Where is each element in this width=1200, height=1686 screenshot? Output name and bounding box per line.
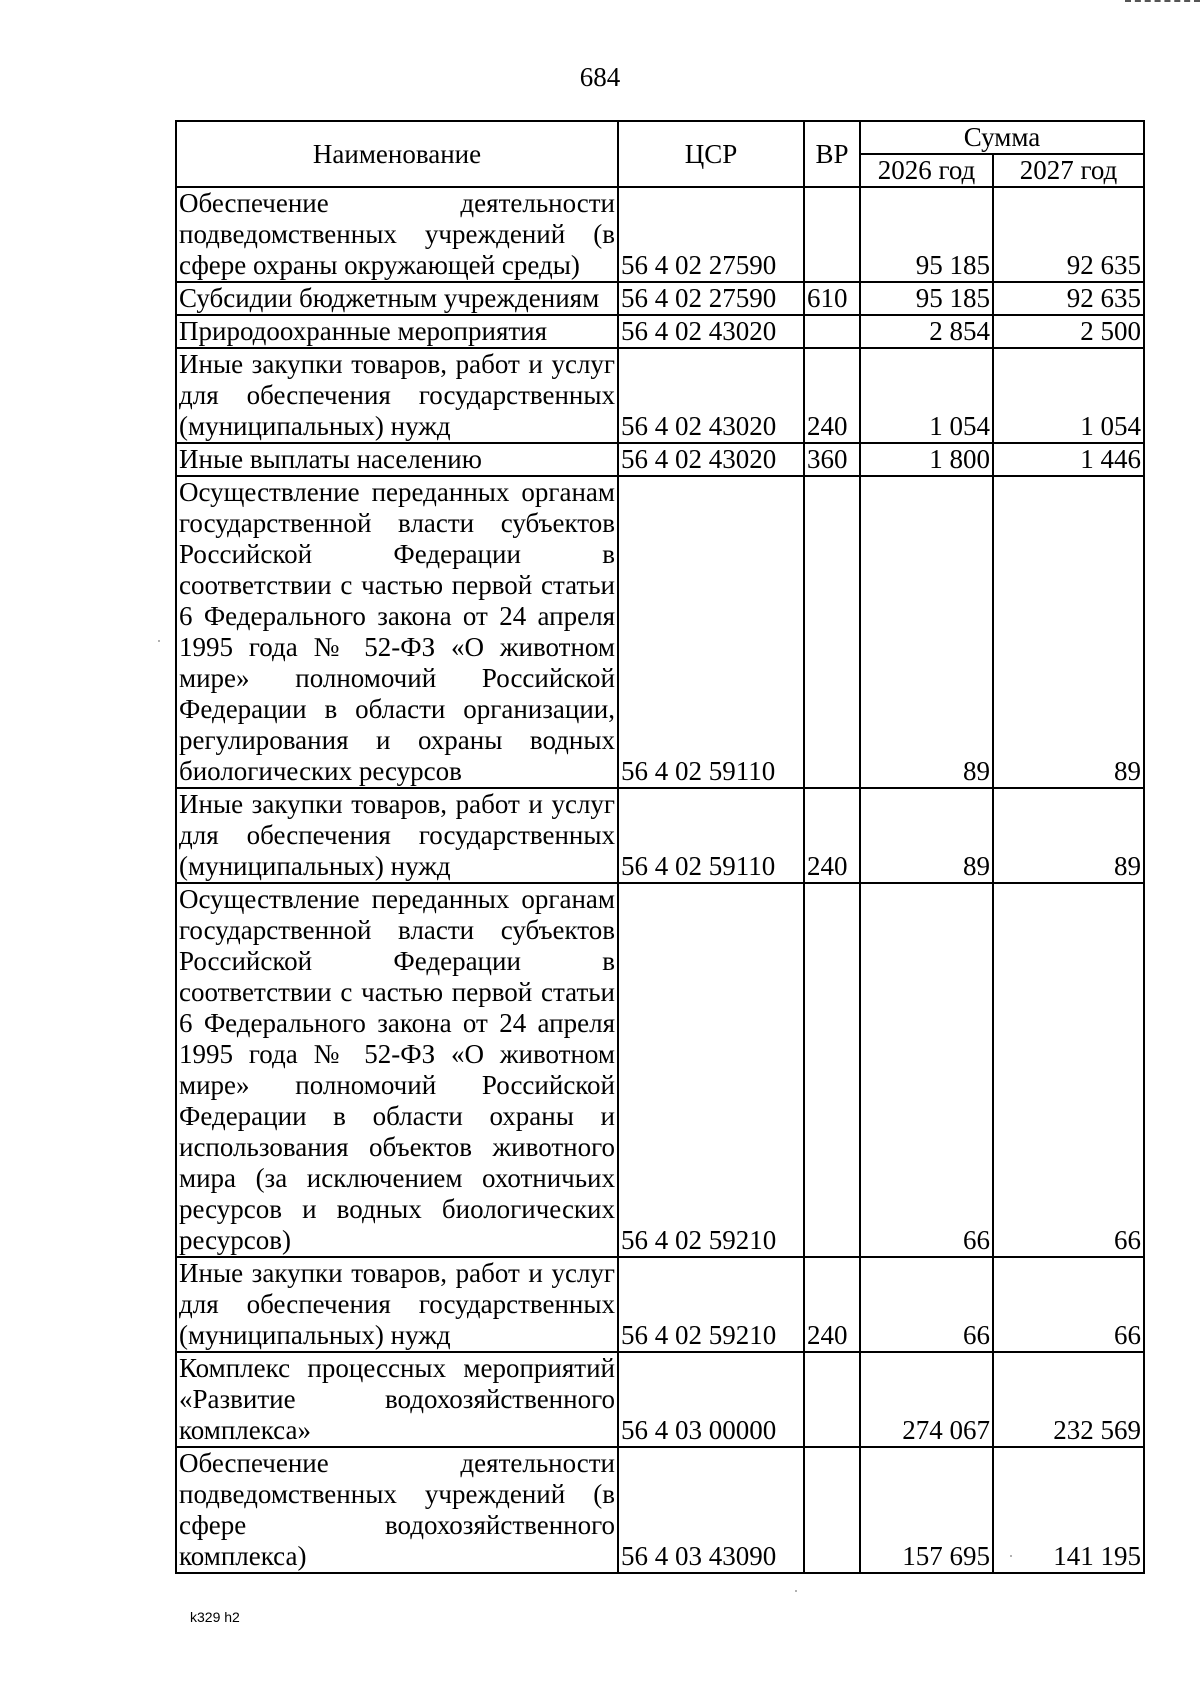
- row-sum-2026: 1 800: [860, 443, 993, 476]
- row-csr: 56 4 02 59210: [618, 1257, 804, 1352]
- row-vr: [804, 187, 860, 282]
- row-vr: [804, 476, 860, 788]
- row-sum-2026: 89: [860, 788, 993, 883]
- row-sum-2026: 2 854: [860, 315, 993, 348]
- row-sum-2026: 95 185: [860, 282, 993, 315]
- scan-speck: [158, 640, 160, 642]
- row-name: Осуществление переданных органам государственной власти субъектов Российской Федерации в соответствии с частью первой статьи 6 Федерального закона от 24 апреля 1995 года № 52-ФЗ «О животном мире» полномочий Российской Федерации в области организации, регулирования и охраны водных биологических ресурсов: [176, 476, 618, 788]
- row-sum-2026: 157 695: [860, 1447, 993, 1573]
- row-name: Природоохранные мероприятия: [176, 315, 618, 348]
- header-year-2026: 2026 год: [860, 154, 993, 187]
- row-sum-2026: 66: [860, 1257, 993, 1352]
- row-sum-2027: 2 500: [993, 315, 1144, 348]
- row-name: Иные выплаты населению: [176, 443, 618, 476]
- row-name: Субсидии бюджетным учреждениям: [176, 282, 618, 315]
- row-sum-2027: 89: [993, 476, 1144, 788]
- header-csr: ЦСР: [618, 121, 804, 187]
- table-row: [176, 883, 1144, 1257]
- row-csr: 56 4 02 27590: [618, 282, 804, 315]
- table-row: [176, 476, 1144, 788]
- row-csr: 56 4 02 59210: [618, 883, 804, 1257]
- table-row: [176, 443, 1144, 476]
- row-sum-2026: 274 067: [860, 1352, 993, 1447]
- page-number: 684: [579, 62, 621, 92]
- footer-code: k329 h2: [190, 1609, 240, 1625]
- row-name: Обеспечение деятельности подведомственных учреждений (в сфере водохозяйственного комплекса): [176, 1447, 618, 1573]
- table-row: [176, 282, 1144, 315]
- table-row: [176, 1352, 1144, 1447]
- row-vr: [804, 1352, 860, 1447]
- row-sum-2027: 141 195: [993, 1447, 1144, 1573]
- row-sum-2027: 1 054: [993, 348, 1144, 443]
- row-csr: 56 4 02 43020: [618, 348, 804, 443]
- row-vr: 240: [804, 1257, 860, 1352]
- row-name: Комплекс процессных мероприятий «Развитие водохозяйственного комплекса»: [176, 1352, 618, 1447]
- row-sum-2026: 1 054: [860, 348, 993, 443]
- header-vr: ВР: [804, 121, 860, 187]
- row-sum-2027: 66: [993, 1257, 1144, 1352]
- row-csr: 56 4 02 59110: [618, 476, 804, 788]
- header-row: [176, 121, 1144, 154]
- table-row: [176, 315, 1144, 348]
- row-vr: 360: [804, 443, 860, 476]
- table-row: [176, 1447, 1144, 1573]
- header-sum: Сумма: [860, 121, 1144, 154]
- row-sum-2026: 89: [860, 476, 993, 788]
- table-row: [176, 1257, 1144, 1352]
- header-year-2027: 2027 год: [993, 154, 1144, 187]
- row-name: Иные закупки товаров, работ и услуг для обеспечения государственных (муниципальных) нужд: [176, 348, 618, 443]
- row-vr: 240: [804, 788, 860, 883]
- row-vr: [804, 1447, 860, 1573]
- row-csr: 56 4 02 27590: [618, 187, 804, 282]
- header-name: Наименование: [176, 121, 618, 187]
- row-vr: 240: [804, 348, 860, 443]
- row-sum-2027: 66: [993, 883, 1144, 1257]
- table-row: [176, 348, 1144, 443]
- table-row: [176, 788, 1144, 883]
- row-csr: 56 4 02 43020: [618, 315, 804, 348]
- row-sum-2027: 1 446: [993, 443, 1144, 476]
- row-vr: [804, 315, 860, 348]
- row-sum-2027: 89: [993, 788, 1144, 883]
- row-csr: 56 4 03 00000: [618, 1352, 804, 1447]
- row-name: Иные закупки товаров, работ и услуг для обеспечения государственных (муниципальных) нужд: [176, 788, 618, 883]
- row-vr: [804, 883, 860, 1257]
- scan-edge-mark: [1125, 0, 1200, 2]
- row-vr: 610: [804, 282, 860, 315]
- row-csr: 56 4 02 59110: [618, 788, 804, 883]
- row-sum-2027: 92 635: [993, 282, 1144, 315]
- table-row: [176, 187, 1144, 282]
- row-name: Обеспечение деятельности подведомственных учреждений (в сфере охраны окружающей среды): [176, 187, 618, 282]
- row-csr: 56 4 03 43090: [618, 1447, 804, 1573]
- budget-table: [175, 120, 1145, 1574]
- row-name: Иные закупки товаров, работ и услуг для обеспечения государственных (муниципальных) нужд: [176, 1257, 618, 1352]
- scan-speck: [795, 1590, 797, 1592]
- row-name: Осуществление переданных органам государственной власти субъектов Российской Федерации в соответствии с частью первой статьи 6 Федерального закона от 24 апреля 1995 года № 52-ФЗ «О животном мире» полномочий Российской Федерации в области охраны и использования объектов животного мира (за исключением охотничьих ресурсов и водных биологических ресурсов): [176, 883, 618, 1257]
- row-sum-2027: 92 635: [993, 187, 1144, 282]
- row-sum-2026: 95 185: [860, 187, 993, 282]
- row-sum-2026: 66: [860, 883, 993, 1257]
- row-csr: 56 4 02 43020: [618, 443, 804, 476]
- row-sum-2027: 232 569: [993, 1352, 1144, 1447]
